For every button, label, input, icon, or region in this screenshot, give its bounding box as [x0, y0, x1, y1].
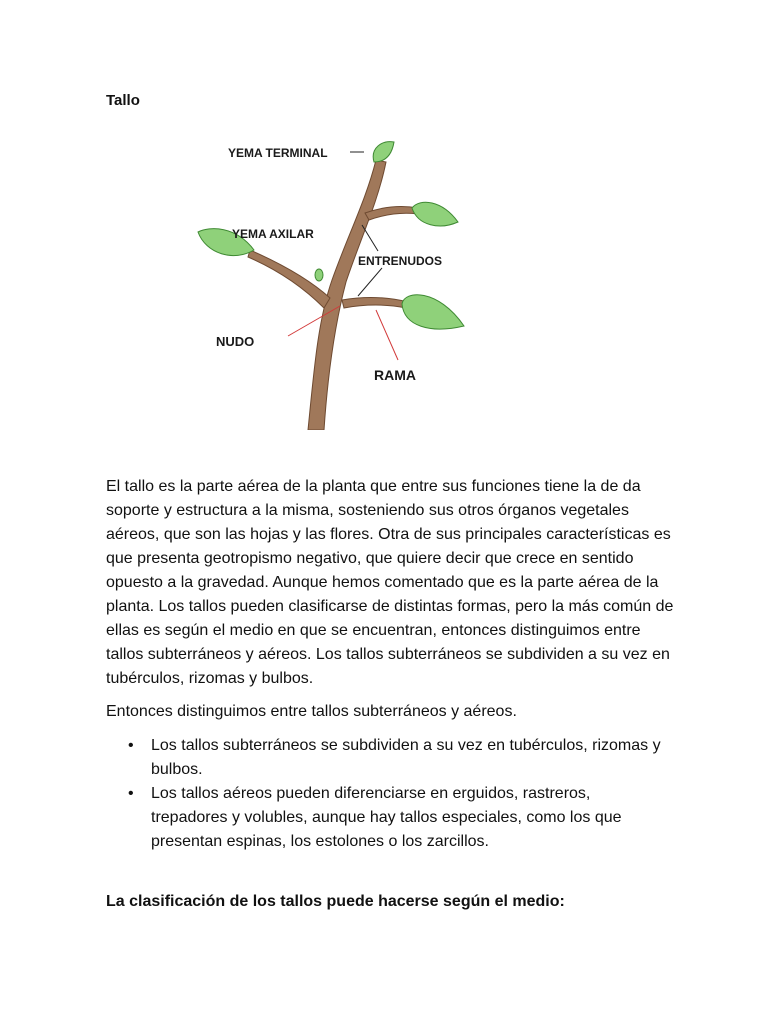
label-internodes: ENTRENUDOS	[358, 254, 443, 268]
classification-subheading: La clasificación de los tallos puede hacerse según el medio:	[106, 893, 565, 910]
terminal-leaf	[373, 142, 394, 162]
lower-right-branch	[342, 298, 408, 308]
list-item-text: Los tallos subterráneos se subdividen a su vez en tubérculos, rizomas y bulbos.	[151, 737, 661, 778]
axillary-bud	[315, 269, 323, 281]
branch-pointer	[376, 310, 398, 360]
bullet-marker: •	[128, 737, 134, 754]
section-heading-tallo: Tallo	[106, 92, 140, 109]
internodes-pointer-upper	[362, 225, 378, 251]
label-terminal-bud: YEMA TERMINAL	[228, 146, 328, 160]
stem-diagram-svg	[190, 130, 480, 430]
label-axillary-bud: YEMA AXILAR	[232, 227, 314, 241]
stem-diagram	[190, 130, 480, 430]
label-node: NUDO	[216, 334, 255, 349]
list-item-text: Los tallos aéreos pueden diferenciarse en erguidos, rastreros, trepadores y volubles, aunque hay tallos especiales, como los que presentan espinas, los estolones o los zarcillos.	[151, 785, 622, 850]
paragraph-distinction: Entonces distinguimos entre tallos subterráneos y aéreos.	[106, 703, 517, 720]
list-item	[106, 782, 666, 854]
list-item	[106, 734, 666, 782]
upper-right-leaf	[412, 202, 458, 226]
paragraph-stem-description: El tallo es la parte aérea de la planta que entre sus funciones tiene la de da soporte y estructura a la misma, sosteniendo sus otros órganos vegetales aéreos, que son las hojas y las flores. Otra de sus principales características es que presenta geotropismo negativo, que quiere decir que crece en sentido opuesto a la gravedad. Aunque hemos comentado que es la parte aérea de la planta. Los tallos pueden clasificarse de distintas formas, pero la más común de ellas es según el medio en que se encuentran, entonces distinguimos entre tallos subterráneos y aéreos. Los tallos subterráneos se subdividen a su vez en tubérculos, rizomas y bulbos.	[106, 478, 674, 687]
bullet-marker: •	[128, 785, 134, 802]
stem-types-list	[106, 734, 666, 854]
lower-right-leaf	[402, 295, 464, 329]
label-branch: RAMA	[374, 367, 416, 383]
internodes-pointer-lower	[358, 268, 382, 296]
